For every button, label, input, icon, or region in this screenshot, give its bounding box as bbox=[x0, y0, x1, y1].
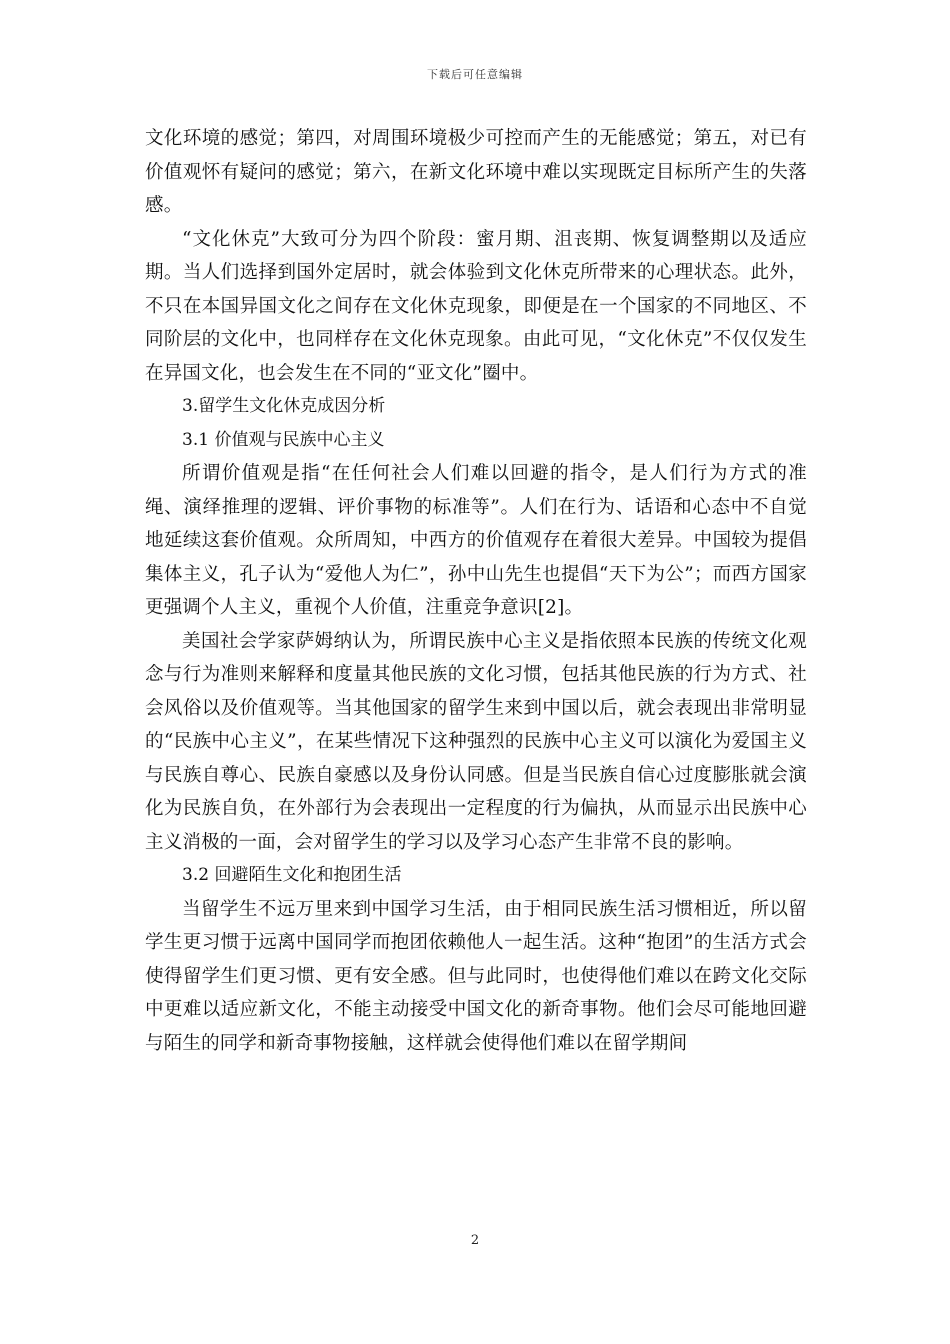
paragraph-culture-shock-stages: “文化休克”大致可分为四个阶段：蜜月期、沮丧期、恢复调整期以及适应期。当人们选择到国外定居时，就会体验到文化休克所带来的心理状态。此外，不只在本国异国文化之间存在文化休克现象，即便是在一个国家的不同地区、不同阶层的文化中，也同样存在文化休克现象。由此可见，“文化休克”不仅仅发生在异国文化，也会发生在不同的“亚文化”圈中。 bbox=[145, 228, 807, 384]
header-note: 下载后可任意编辑 bbox=[427, 68, 523, 81]
section-heading-3-2: 3.2 回避陌生文化和抱团生活 bbox=[182, 865, 402, 885]
section-heading-3: 3.留学生文化休克成因分析 bbox=[182, 396, 386, 416]
paragraph-ethnocentrism: 美国社会学家萨姆纳认为，所谓民族中心主义是指依照本民族的传统文化观念与行为准则来解释和度量其他民族的文化习惯，包括其他民族的行为方式、社会风俗以及价值观等。当其他国家的留学生来到中国以后，就会表现出非常明显的“民族中心主义”，在某些情况下这种强烈的民族中心主义可以演化为爱国主义与民族自尊心、民族自豪感以及身份认同感。但是当民族自信心过度膨胀就会演化为民族自负，在外部行为会表现出一定程度的行为偏执，从而显示出民族中心主义消极的一面，会对留学生的学习以及学习心态产生非常不良的影响。 bbox=[145, 630, 807, 853]
paragraph-avoidance: 当留学生不远万里来到中国学习生活，由于相同民族生活习惯相近，所以留学生更习惯于远离中国同学而抱团依赖他人一起生活。这种“抱团”的生活方式会使得留学生们更习惯、更有安全感。但与此同时，也使得他们难以在跨文化交际中更难以适应新文化，不能主动接受中国文化的新奇事物。他们会尽可能地回避与陌生的同学和新奇事物接触，这样就会使得他们难以在留学期间 bbox=[145, 898, 807, 1054]
document-body bbox=[145, 122, 807, 1060]
paragraph-values: 所谓价值观是指“在任何社会人们难以回避的指令，是人们行为方式的准绳、演绎推理的逻辑、评价事物的标准等”。人们在行为、话语和心态中不自觉地延续这套价值观。众所周知，中西方的价值观存在着很大差异。中国较为提倡集体主义，孔子认为“爱他人为仁”，孙中山先生也提倡“天下为公”；而西方国家更强调个人主义，重视个人价值，注重竞争意识[2]。 bbox=[145, 463, 807, 618]
section-heading-3-1: 3.1 价值观与民族中心主义 bbox=[182, 429, 385, 450]
paragraph-continued: 文化环境的感觉；第四，对周围环境极少可控而产生的无能感觉；第五，对已有价值观怀有疑问的感觉；第六，在新文化环境中难以实现既定目标所产生的失落感。 bbox=[145, 128, 807, 216]
page-number: 2 bbox=[470, 1233, 480, 1248]
